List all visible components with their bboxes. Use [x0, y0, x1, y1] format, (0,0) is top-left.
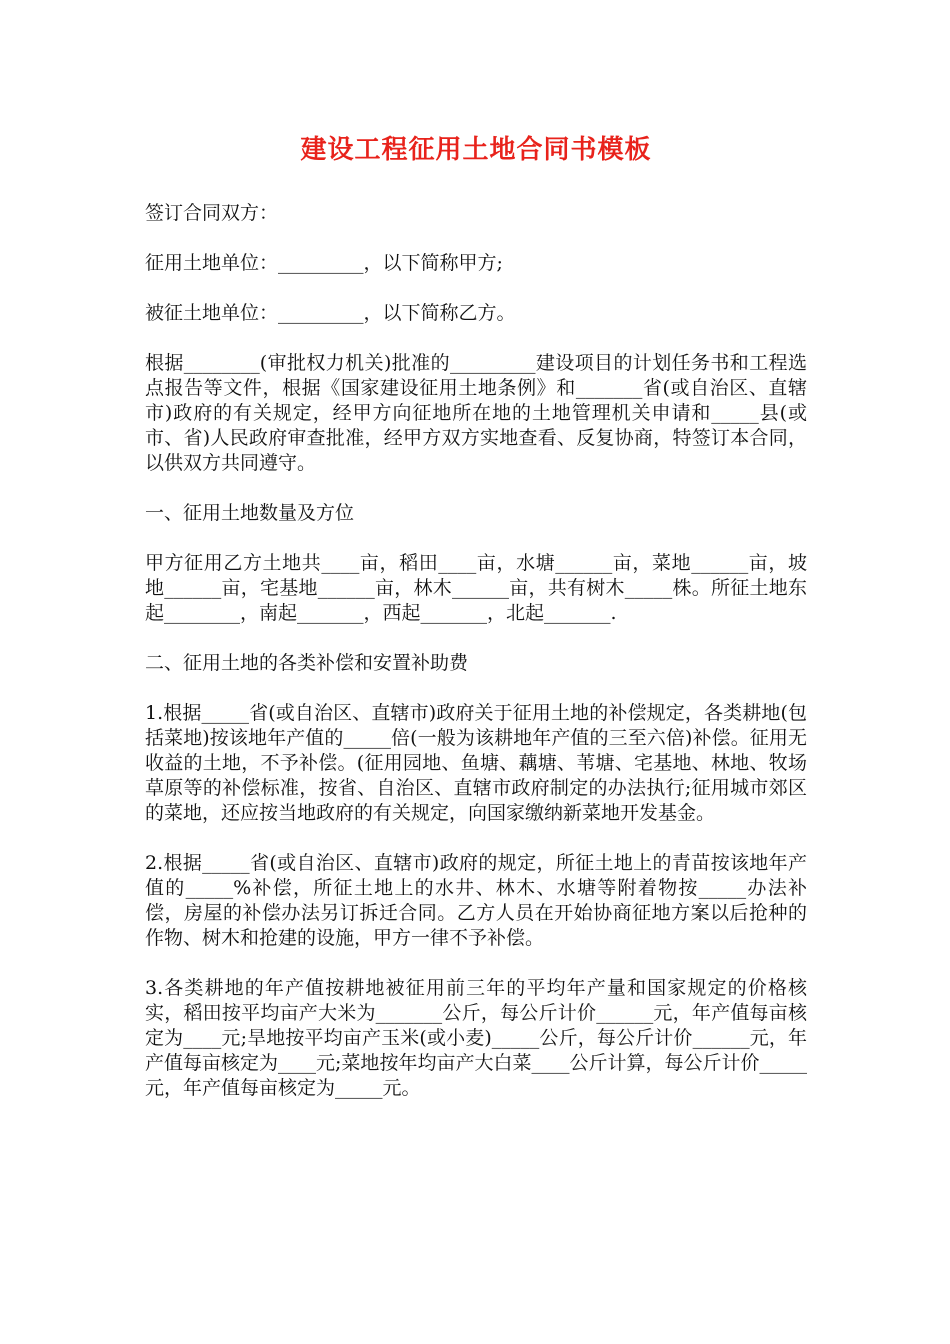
document-title: 建设工程征用土地合同书模板	[300, 135, 652, 165]
paragraph-preamble: 根据________(审批权力机关)批准的_________建设项目的计划任务书和工程选点报告等文件，根据《国家建设征用土地条例》和_______省(或自治区、直辖市)政府的有关规定，经甲方向征地所在地的土地管理机关申请和_____县(或市、省)人民政府审查批准，经甲方双方实地查看、反复协商，特签订本合同，以供双方共同遵守。	[145, 352, 807, 474]
paragraph-land-quantity: 甲方征用乙方土地共____亩，稻田____亩，水塘______亩，菜地______亩，坡地______亩，宅基地______亩，林木______亩，共有树木_____株。所征土地东起________，南起_______，西起_______，北起_______.	[145, 552, 807, 624]
paragraph-clause-3: 3.各类耕地的年产值按耕地被征用前三年的平均年产量和国家规定的价格核实，稻田按平均亩产大米为_______公斤，每公斤计价______元，年产值每亩核定为____元;旱地按平均亩产玉米(或小麦)_____公斤，每公斤计价______元，年产值每亩核定为____元;菜地按年均亩产大白菜____公斤计算，每公斤计价_____元，年产值每亩核定为_____元。	[145, 977, 807, 1099]
section-heading-2: 二、征用土地的各类补偿和安置补助费	[145, 652, 469, 674]
paragraph-party-b: 被征土地单位：_________，以下简称乙方。	[145, 302, 516, 324]
paragraph-clause-2: 2.根据_____省(或自治区、直辖市)政府的规定，所征土地上的青苗按该地年产值的_____%补偿，所征土地上的水井、林木、水塘等附着物按_____办法补偿，房屋的补偿办法另订拆迁合同。乙方人员在开始协商征地方案以后抢种的作物、树木和抢建的设施，甲方一律不予补偿。	[145, 852, 807, 949]
paragraph-party-a: 征用土地单位：_________，以下简称甲方;	[145, 252, 503, 274]
document-body	[145, 133, 807, 1126]
paragraph-parties-heading: 签订合同双方：	[145, 202, 279, 224]
paragraph-clause-1: 1.根据_____省(或自治区、直辖市)政府关于征用土地的补偿规定，各类耕地(包括菜地)按该地年产值的_____倍(一般为该耕地年产值的三至六倍)补偿。征用无收益的土地，不予补偿。(征用园地、鱼塘、藕塘、苇塘、宅基地、林地、牧场草原等的补偿标准，按省、自治区、直辖市政府制定的办法执行;征用城市郊区的菜地，还应按当地政府的有关规定，向国家缴纳新菜地开发基金。	[145, 702, 807, 824]
section-heading-1: 一、征用土地数量及方位	[145, 502, 355, 524]
